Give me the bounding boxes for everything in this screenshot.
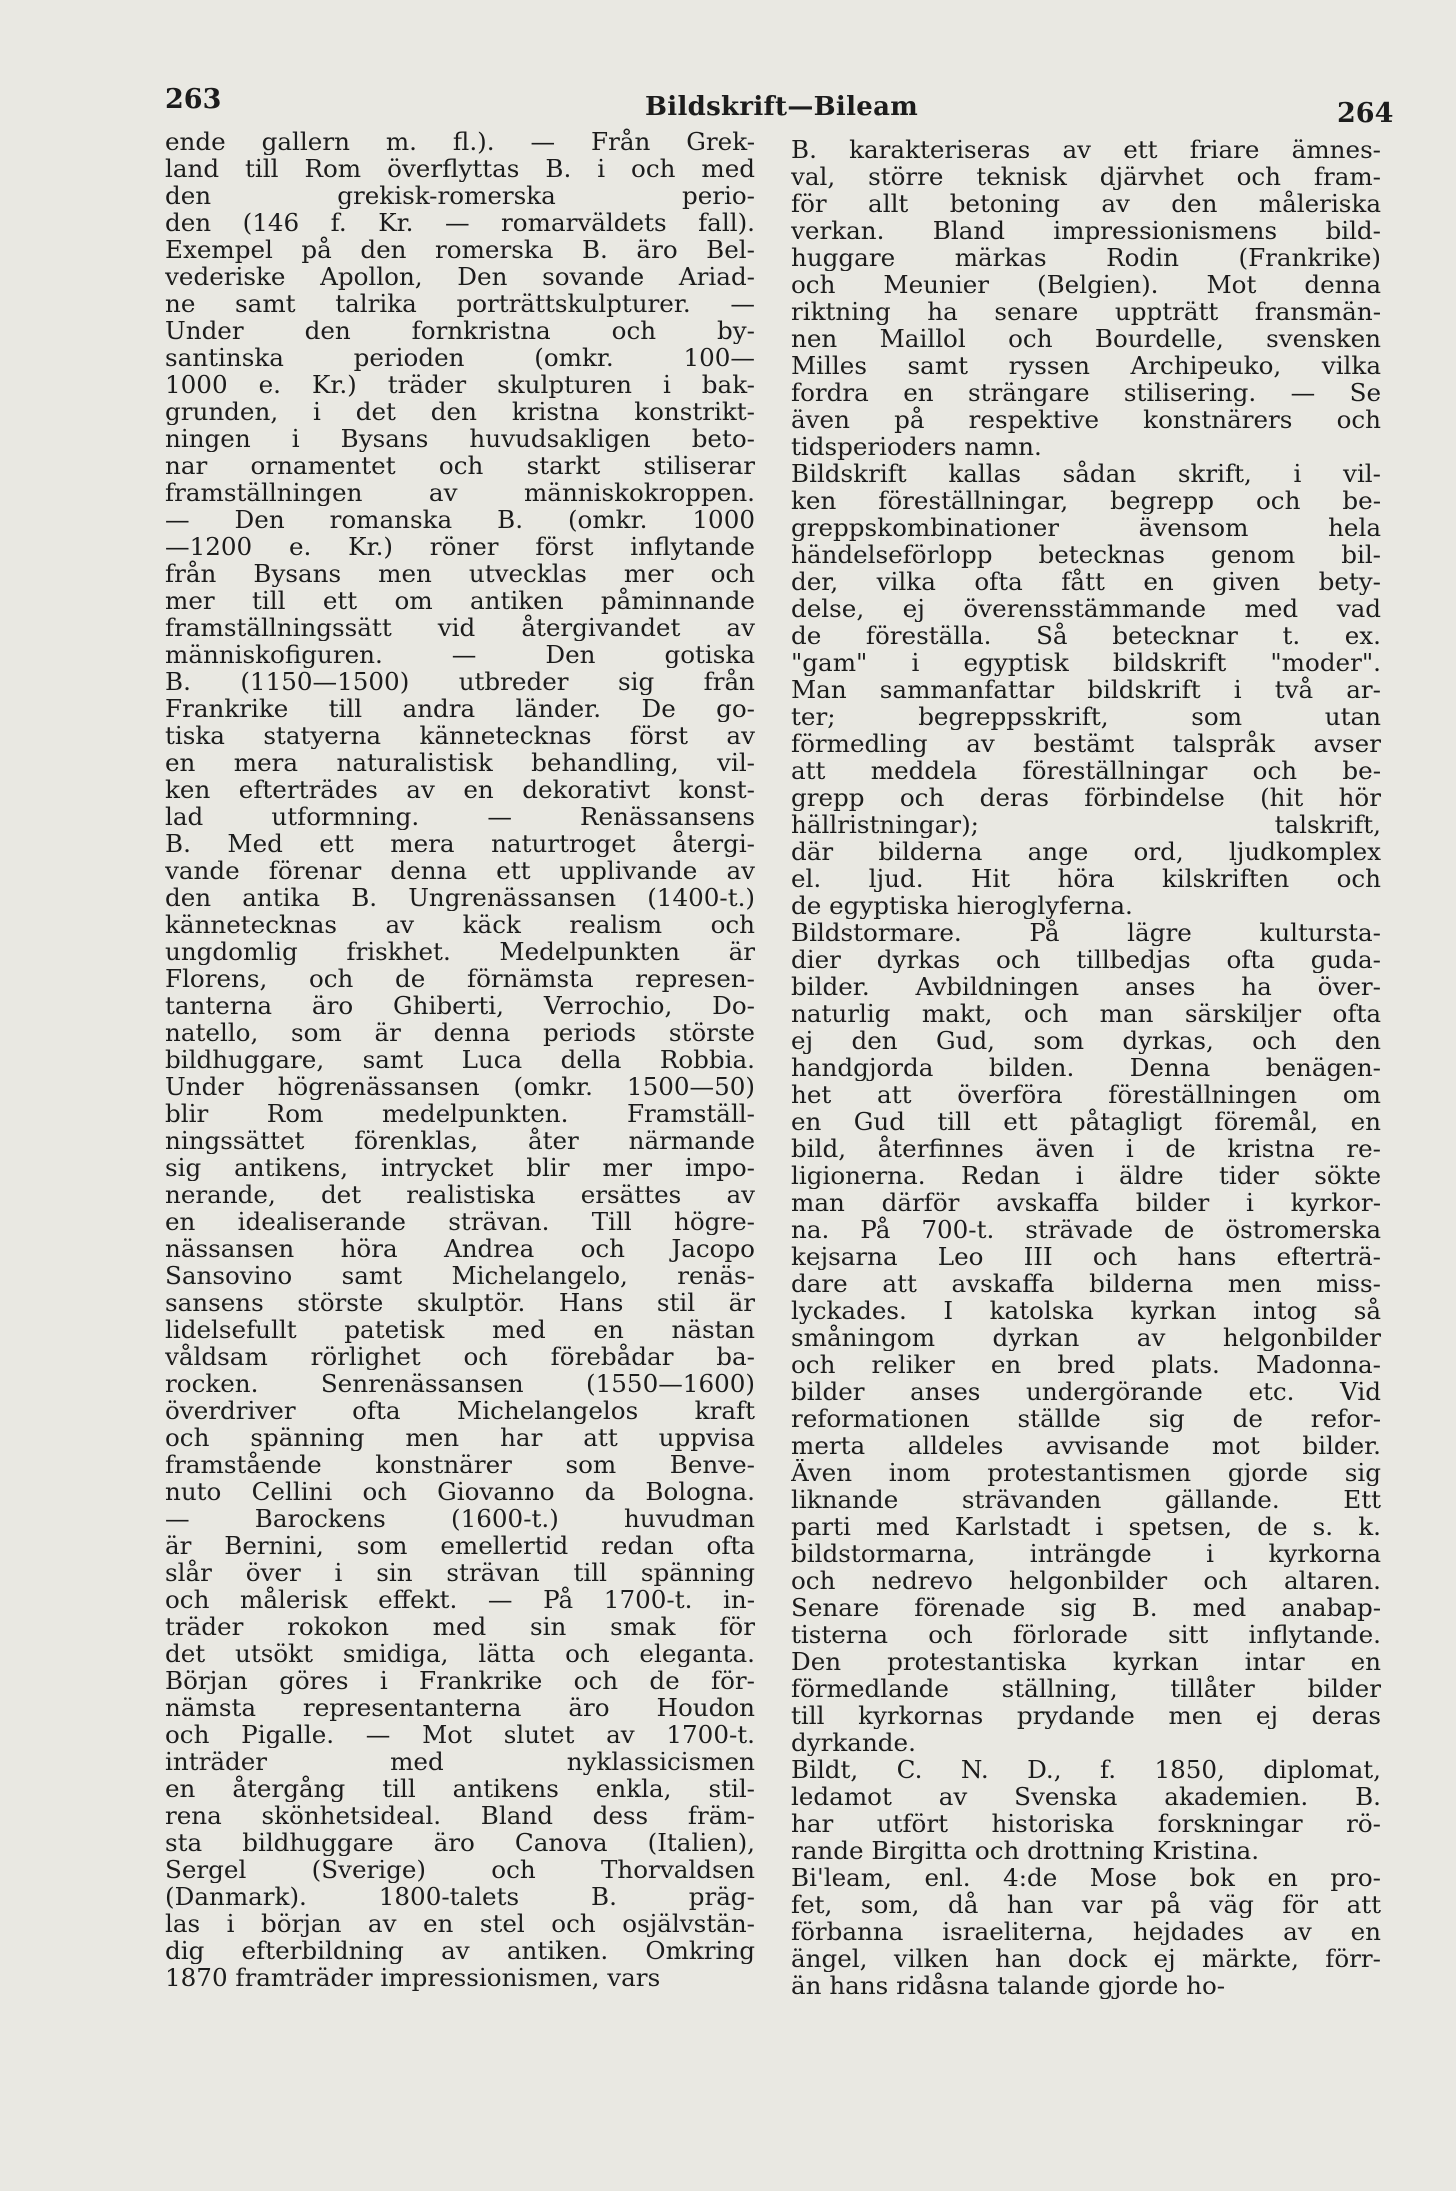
- text-line: att meddela föreställningar och be-: [791, 757, 1381, 784]
- text-line: den antika B. Ungrenässansen (1400-t.): [165, 884, 755, 911]
- text-line: Sergel (Sverige) och Thorvaldsen: [165, 1856, 755, 1883]
- text-line: ningssättet förenklas, åter närmande: [165, 1127, 755, 1154]
- text-line: blir Rom medelpunkten. Framställ-: [165, 1100, 755, 1127]
- text-line: bilder. Avbildningen anses ha över-: [791, 973, 1381, 1000]
- right-column: [791, 136, 1381, 1999]
- text-line: Exempel på den romerska B. äro Bel-: [165, 236, 755, 263]
- text-line: Under den fornkristna och by-: [165, 317, 755, 344]
- text-line: Senare förenade sig B. med anabap-: [791, 1594, 1381, 1621]
- text-line: ledamot av Svenska akademien. B.: [791, 1783, 1381, 1810]
- text-line: het att överföra föreställningen om: [791, 1081, 1381, 1108]
- text-line: bilder anses undergörande etc. Vid: [791, 1378, 1381, 1405]
- text-line: nen Maillol och Bourdelle, svensken: [791, 325, 1381, 352]
- text-line: träder rokokon med sin smak för: [165, 1613, 755, 1640]
- text-line: delse, ej överensstämmande med vad: [791, 595, 1381, 622]
- text-line: merta alldeles avvisande mot bilder.: [791, 1432, 1381, 1459]
- text-line: kännetecknas av käck realism och: [165, 911, 755, 938]
- text-line: rocken. Senrenässansen (1550—1600): [165, 1370, 755, 1397]
- text-line: natello, som är denna periods störste: [165, 1019, 755, 1046]
- text-line: händelseförlopp betecknas genom bil-: [791, 541, 1381, 568]
- text-line: en mera naturalistisk behandling, vil-: [165, 749, 755, 776]
- text-line: el. ljud. Hit höra kilskriften och: [791, 865, 1381, 892]
- text-line: sta bildhuggare äro Canova (Italien),: [165, 1829, 755, 1856]
- text-line: det utsökt smidiga, lätta och eleganta.: [165, 1640, 755, 1667]
- text-line: —1200 e. Kr.) röner först inflytande: [165, 533, 755, 560]
- text-line: Den protestantiska kyrkan intar en: [791, 1648, 1381, 1675]
- text-line: även på respektive konstnärers och: [791, 406, 1381, 433]
- text-line: grepp och deras förbindelse (hit hör: [791, 784, 1381, 811]
- text-line: till kyrkornas prydande men ej deras: [791, 1702, 1381, 1729]
- text-line: bild, återfinnes även i de kristna re-: [791, 1135, 1381, 1162]
- text-line: Bi'leam, enl. 4:de Mose bok en pro-: [791, 1864, 1381, 1891]
- text-line: las i början av en stel och osjälvstän-: [165, 1910, 755, 1937]
- text-line: och reliker en bred plats. Madonna-: [791, 1351, 1381, 1378]
- page-header: [0, 84, 1456, 129]
- text-line: val, större teknisk djärvhet och fram-: [791, 163, 1381, 190]
- text-line: fordra en strängare stilisering. — Se: [791, 379, 1381, 406]
- text-line: Man sammanfattar bildskrift i två ar-: [791, 676, 1381, 703]
- text-line: Även inom protestantismen gjorde sig: [791, 1459, 1381, 1486]
- text-line: förmedlande ställning, tillåter bilder: [791, 1675, 1381, 1702]
- text-line: framställningssätt vid återgivandet av: [165, 614, 755, 641]
- text-line: — Den romanska B. (omkr. 1000: [165, 506, 755, 533]
- text-line: från Bysans men utvecklas mer och: [165, 560, 755, 587]
- text-line: inträder med nyklassicismen: [165, 1748, 755, 1775]
- text-line: människofiguren. — Den gotiska: [165, 641, 755, 668]
- text-line: 1000 e. Kr.) träder skulpturen i bak-: [165, 371, 755, 398]
- text-line: reformationen ställde sig de refor-: [791, 1405, 1381, 1432]
- text-line: den grekisk-romerska perio-: [165, 182, 755, 209]
- page-number-right: 264: [1337, 98, 1394, 129]
- text-line: småningom dyrkan av helgonbilder: [791, 1324, 1381, 1351]
- text-line: nämsta representanterna äro Houdon: [165, 1694, 755, 1721]
- text-line: en Gud till ett påtagligt föremål, en: [791, 1108, 1381, 1135]
- text-line: och Meunier (Belgien). Mot denna: [791, 271, 1381, 298]
- text-line: våldsam rörlighet och förebådar ba-: [165, 1343, 755, 1370]
- text-line: dare att avskaffa bilderna men miss-: [791, 1270, 1381, 1297]
- text-line: framställningen av människokroppen.: [165, 479, 755, 506]
- text-line: Bildt, C. N. D., f. 1850, diplomat,: [791, 1756, 1381, 1783]
- text-line: Milles samt ryssen Archipeuko, vilka: [791, 352, 1381, 379]
- text-line: de föreställa. Så betecknar t. ex.: [791, 622, 1381, 649]
- text-line: kejsarna Leo III och hans efterträ-: [791, 1243, 1381, 1270]
- text-line: dyrkande.: [791, 1729, 916, 1756]
- running-title: Bildskrift—Bileam: [645, 92, 919, 122]
- text-line: där bilderna ange ord, ljudkomplex: [791, 838, 1381, 865]
- text-line: vande förenar denna ett upplivande av: [165, 857, 755, 884]
- text-line: greppskombinationer ävensom hela: [791, 514, 1381, 541]
- text-line: riktning ha senare uppträtt fransmän-: [791, 298, 1381, 325]
- text-line: framstående konstnärer som Benve-: [165, 1451, 755, 1478]
- text-line: 1870 framträder impressionismen, vars: [165, 1964, 661, 1991]
- text-line: Början göres i Frankrike och de för-: [165, 1667, 755, 1694]
- text-line: rande Birgitta och drottning Kristina.: [791, 1837, 1260, 1864]
- text-line: parti med Karlstadt i spetsen, de s. k.: [791, 1513, 1381, 1540]
- text-line: de egyptiska hieroglyferna.: [791, 892, 1133, 919]
- text-line: tiska statyerna kännetecknas först av: [165, 722, 755, 749]
- text-line: tidsperioders namn.: [791, 433, 1042, 460]
- text-line: B. (1150—1500) utbreder sig från: [165, 668, 755, 695]
- text-line: ken efterträdes av en dekorativt konst-: [165, 776, 755, 803]
- text-line: ter; begreppsskrift, som utan: [791, 703, 1381, 730]
- text-line: bildstormarna, inträngde i kyrkorna: [791, 1540, 1381, 1567]
- left-column: [165, 128, 755, 1991]
- text-line: ej den Gud, som dyrkas, och den: [791, 1027, 1381, 1054]
- text-line: Under högrenässansen (omkr. 1500—50): [165, 1073, 755, 1100]
- text-line: ken föreställningar, begrepp och be-: [791, 487, 1381, 514]
- text-line: Bildstormare. På lägre kultursta-: [791, 919, 1381, 946]
- text-line: än hans ridåsna talande gjorde ho-: [791, 1972, 1226, 1999]
- text-line: ningen i Bysans huvudsakligen beto-: [165, 425, 755, 452]
- text-line: dig efterbildning av antiken. Omkring: [165, 1937, 755, 1964]
- text-line: ende gallern m. fl.). — Från Grek-: [165, 128, 755, 155]
- text-line: överdriver ofta Michelangelos kraft: [165, 1397, 755, 1424]
- text-line: bildhuggare, samt Luca della Robbia.: [165, 1046, 755, 1073]
- text-line: ungdomlig friskhet. Medelpunkten är: [165, 938, 755, 965]
- text-line: för allt betoning av den måleriska: [791, 190, 1381, 217]
- text-line: nässansen höra Andrea och Jacopo: [165, 1235, 755, 1262]
- text-line: naturlig makt, och man särskiljer ofta: [791, 1000, 1381, 1027]
- text-line: tanterna äro Ghiberti, Verrochio, Do-: [165, 992, 755, 1019]
- text-line: ne samt talrika porträttskulpturer. —: [165, 290, 755, 317]
- text-line: na. På 700-t. strävade de östromerska: [791, 1216, 1381, 1243]
- text-line: mer till ett om antiken påminnande: [165, 587, 755, 614]
- text-line: Bildskrift kallas sådan skrift, i vil-: [791, 460, 1381, 487]
- text-line: ängel, vilken han dock ej märkte, förr-: [791, 1945, 1381, 1972]
- text-line: tisterna och förlorade sitt inflytande.: [791, 1621, 1381, 1648]
- text-line: förmedling av bestämt talspråk avser: [791, 730, 1381, 757]
- text-line: och målerisk effekt. — På 1700-t. in-: [165, 1586, 755, 1613]
- text-line: verkan. Bland impressionismens bild-: [791, 217, 1381, 244]
- text-line: förbanna israeliterna, hejdades av en: [791, 1918, 1381, 1945]
- text-line: der, vilka ofta fått en given bety-: [791, 568, 1381, 595]
- text-line: santinska perioden (omkr. 100—: [165, 344, 755, 371]
- text-line: Florens, och de förnämsta represen-: [165, 965, 755, 992]
- text-line: grunden, i det den kristna konstrikt-: [165, 398, 755, 425]
- text-line: fet, som, då han var på väg för att: [791, 1891, 1381, 1918]
- text-line: lyckades. I katolska kyrkan intog så: [791, 1297, 1381, 1324]
- text-line: och nedrevo helgonbilder och altaren.: [791, 1567, 1381, 1594]
- text-line: slår över i sin strävan till spänning: [165, 1559, 755, 1586]
- text-line: och Pigalle. — Mot slutet av 1700-t.: [165, 1721, 755, 1748]
- text-line: lidelsefullt patetisk med en nästan: [165, 1316, 755, 1343]
- text-line: ligionerna. Redan i äldre tider sökte: [791, 1162, 1381, 1189]
- text-line: hällristningar); talskrift,: [791, 811, 1381, 838]
- text-line: nerande, det realistiska ersättes av: [165, 1181, 755, 1208]
- text-line: vederiske Apollon, Den sovande Ariad-: [165, 263, 755, 290]
- text-line: Sansovino samt Michelangelo, renäs-: [165, 1262, 755, 1289]
- text-line: nar ornamentet och starkt stiliserar: [165, 452, 755, 479]
- text-line: liknande strävanden gällande. Ett: [791, 1486, 1381, 1513]
- text-line: B. Med ett mera naturtroget återgi-: [165, 830, 755, 857]
- text-line: och spänning men har att uppvisa: [165, 1424, 755, 1451]
- text-line: har utfört historiska forskningar rö-: [791, 1810, 1381, 1837]
- text-line: B. karakteriseras av ett friare ämnes-: [791, 136, 1381, 163]
- text-line: — Barockens (1600-t.) huvudman: [165, 1505, 755, 1532]
- text-line: är Bernini, som emellertid redan ofta: [165, 1532, 755, 1559]
- text-line: lad utformning. — Renässansens: [165, 803, 755, 830]
- text-line: man därför avskaffa bilder i kyrkor-: [791, 1189, 1381, 1216]
- page-number-left: 263: [165, 84, 222, 115]
- text-line: huggare märkas Rodin (Frankrike): [791, 244, 1381, 271]
- text-line: "gam" i egyptisk bildskrift "moder".: [791, 649, 1381, 676]
- text-line: en återgång till antikens enkla, stil-: [165, 1775, 755, 1802]
- text-line: den (146 f. Kr. — romarväldets fall).: [165, 209, 755, 236]
- text-line: sansens störste skulptör. Hans stil är: [165, 1289, 755, 1316]
- text-line: land till Rom överflyttas B. i och med: [165, 155, 755, 182]
- text-line: en idealiserande strävan. Till högre-: [165, 1208, 755, 1235]
- text-line: sig antikens, intrycket blir mer impo-: [165, 1154, 755, 1181]
- text-line: handgjorda bilden. Denna benägen-: [791, 1054, 1381, 1081]
- text-line: dier dyrkas och tillbedjas ofta guda-: [791, 946, 1381, 973]
- text-line: Frankrike till andra länder. De go-: [165, 695, 755, 722]
- text-line: (Danmark). 1800-talets B. präg-: [165, 1883, 755, 1910]
- text-line: rena skönhetsideal. Bland dess främ-: [165, 1802, 755, 1829]
- text-line: nuto Cellini och Giovanno da Bologna.: [165, 1478, 755, 1505]
